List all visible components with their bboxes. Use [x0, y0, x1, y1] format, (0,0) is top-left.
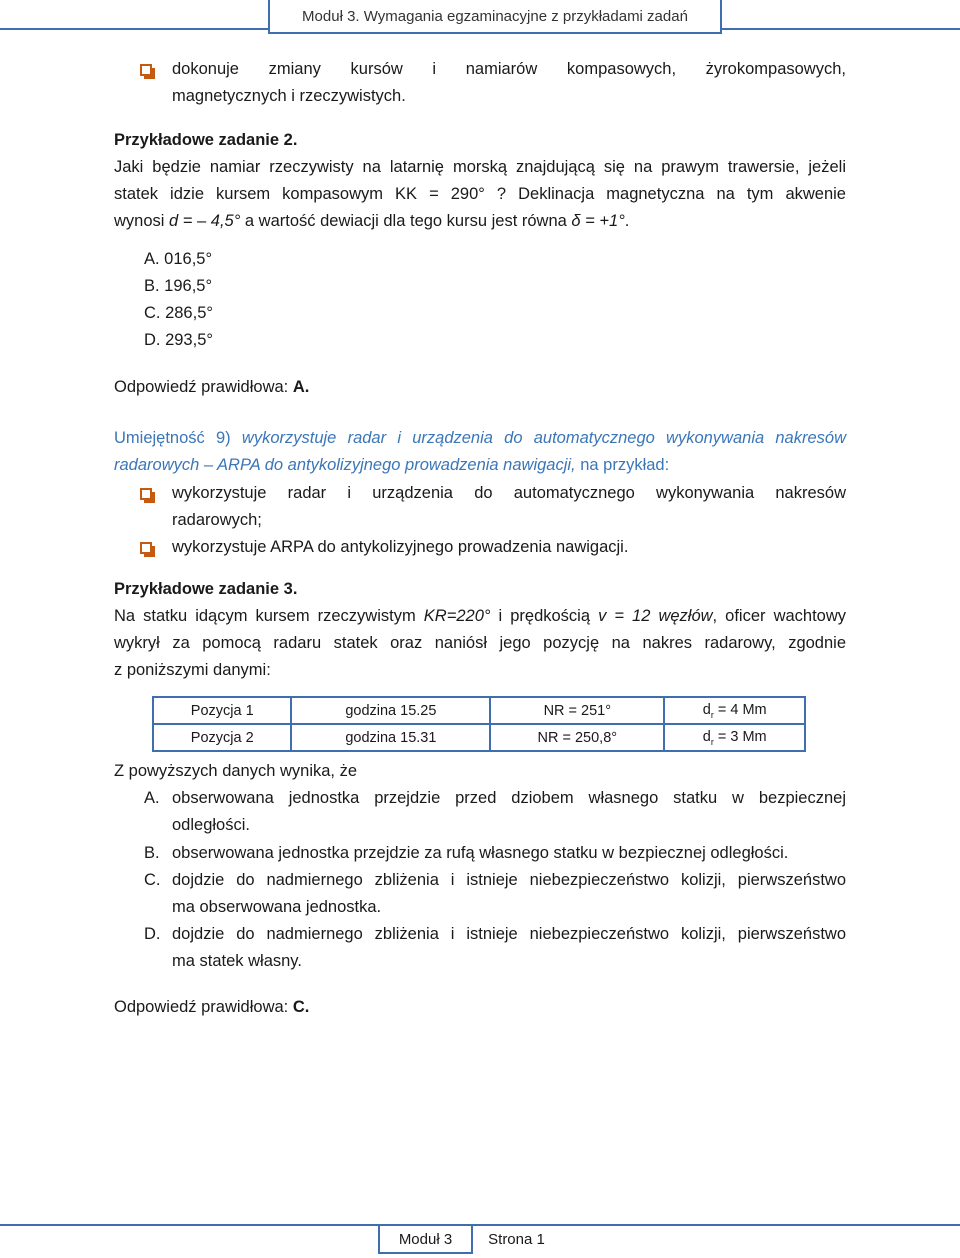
header-rule-right	[722, 28, 960, 30]
skill-desc: radarowych – ARPA do antykolizyjnego prowadzenia nawigacji,	[114, 456, 576, 474]
text-span: , oficer wachtowy	[712, 607, 847, 625]
header-title: Moduł 3. Wymagania egzaminacyjne z przykładami zadań	[302, 8, 688, 25]
text-span: i prędkością	[498, 607, 591, 625]
skill-desc-tail: na przykład:	[580, 456, 670, 474]
text-span: d	[702, 728, 711, 745]
text-span: Na statku idącym kursem rzeczywistym	[114, 607, 416, 625]
page-footer	[378, 1224, 560, 1254]
task3-line	[114, 607, 846, 626]
checkbox-bullet-icon	[140, 64, 152, 76]
answer-letter: A.	[144, 789, 160, 807]
bullet-line: dokonuje zmiany kursów i namiarów kompasowych, żyrokompasowych,	[172, 60, 846, 78]
skill-desc: wykorzystuje radar i urządzenia do automatycznego wykonywania nakresów	[241, 429, 847, 447]
task2-answer	[114, 378, 309, 397]
task3-heading: Przykładowe zadanie 3.	[114, 580, 298, 598]
answer-line: odległości.	[172, 816, 250, 834]
footer-rule-right	[560, 1224, 960, 1226]
answer-line: ma statek własny.	[172, 952, 302, 970]
text-span: a wartość dewiacji dla tego kursu jest równa	[244, 212, 567, 230]
answer-value: C.	[292, 998, 310, 1016]
text-span: d	[702, 701, 711, 718]
table-cell: NR = 250,8°	[490, 724, 664, 751]
answer-letter: B.	[144, 844, 160, 862]
task2-heading: Przykładowe zadanie 2.	[114, 131, 298, 149]
task2-line: statek idzie kursem kompasowym KK = 290° ? Deklinacja magnetyczna na tym akwenie	[114, 185, 846, 203]
bullet-line: magnetycznych i rzeczywistych.	[172, 87, 406, 105]
checkbox-bullet-icon	[140, 488, 152, 500]
course-value: KR=220°	[423, 607, 491, 625]
speed-value: v = 12 węzłów	[598, 607, 713, 625]
text-span: wynosi	[114, 212, 165, 230]
header-rule-left	[0, 28, 268, 30]
answer-line: dojdzie do nadmiernego zbliżenia i istnieje niebezpieczeństwo kolizji, pierwszeństwo	[172, 925, 846, 943]
text-span: .	[624, 212, 630, 230]
task3-intro: Z powyższych danych wynika, że	[114, 762, 358, 780]
table-cell: NR = 251°	[490, 697, 664, 724]
skill-line	[114, 456, 669, 475]
table-cell: godzina 15.31	[291, 724, 490, 751]
task3-line: z poniższymi danymi:	[114, 661, 271, 679]
table-cell	[664, 697, 805, 724]
declination-value: d = – 4,5°	[169, 212, 241, 230]
table-cell: Pozycja 1	[153, 697, 291, 724]
task3-line: wykrył za pomocą radaru statek oraz naniósł jego pozycję na nakres radarowy, zgodnie	[114, 634, 846, 652]
deviation-value: δ = +1°	[571, 212, 625, 230]
task3-answer	[114, 998, 309, 1017]
footer-page-number: Strona 1	[471, 1224, 560, 1254]
subscript: r	[710, 736, 714, 747]
answer-line: obserwowana jednostka przejdzie przed dziobem własnego statku w bezpiecznej	[172, 789, 846, 807]
table-cell	[664, 724, 805, 751]
answer-letter: D.	[144, 925, 161, 943]
bullet-line: wykorzystuje radar i urządzenia do automatycznego wykonywania nakresów	[172, 484, 846, 502]
task2-line: Jaki będzie namiar rzeczywisty na latarnię morską znajdującą się na prawym trawersie, jeżeli	[114, 158, 846, 176]
skill-label: Umiejętność 9)	[114, 429, 231, 447]
answer-value: A.	[292, 378, 310, 396]
answer-label: Odpowiedź prawidłowa:	[114, 378, 289, 396]
answer-line: ma obserwowana jednostka.	[172, 898, 382, 916]
skill-line	[114, 429, 846, 448]
text-span: = 4 Mm	[713, 701, 767, 718]
footer-module: Moduł 3	[398, 1231, 453, 1248]
answer-label: Odpowiedź prawidłowa:	[114, 998, 289, 1016]
answer-line: dojdzie do nadmiernego zbliżenia i istnieje niebezpieczeństwo kolizji, pierwszeństwo	[172, 871, 846, 889]
answer-letter: C.	[144, 871, 161, 889]
bullet-line: radarowych;	[172, 511, 262, 529]
checkbox-bullet-icon	[140, 542, 152, 554]
answer-line: obserwowana jednostka przejdzie za rufą własnego statku w bezpiecznej odległości.	[172, 844, 789, 862]
table-cell: godzina 15.25	[291, 697, 490, 724]
task2-line	[114, 212, 629, 231]
option-d: D. 293,5°	[144, 331, 213, 349]
table-cell: Pozycja 2	[153, 724, 291, 751]
footer-rule-left	[0, 1224, 378, 1226]
page-header	[268, 0, 722, 34]
bullet-line: wykorzystuje ARPA do antykolizyjnego prowadzenia nawigacji.	[172, 538, 629, 556]
option-b: B. 196,5°	[144, 277, 213, 295]
table-row	[153, 724, 805, 751]
option-a: A. 016,5°	[144, 250, 213, 268]
radar-data-table	[152, 696, 806, 752]
table-row	[153, 697, 805, 724]
option-c: C. 286,5°	[144, 304, 213, 322]
text-span: = 3 Mm	[713, 728, 767, 745]
subscript: r	[710, 709, 714, 720]
